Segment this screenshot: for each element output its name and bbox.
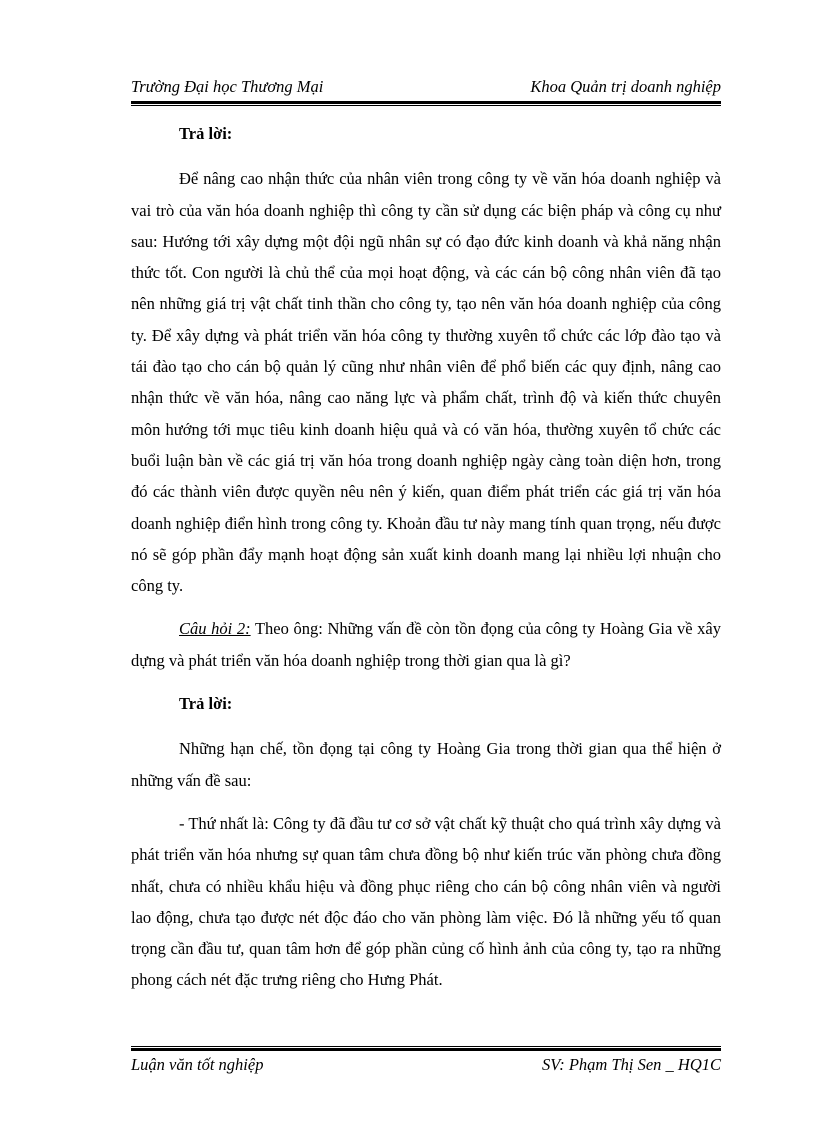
- answer-1-label: Trả lời:: [179, 124, 233, 143]
- page-body: [131, 118, 721, 1008]
- header-divider: [131, 101, 721, 106]
- answer-1-paragraph: Để nâng cao nhận thức của nhân viên trong công ty về văn hóa doanh nghiệp và vai trò của văn hóa doanh nghiệp thì công ty cần sử dụng các biện pháp và công cụ như sau: Hướng tới xây dựng một đội ngũ nhân sự có đạo đức kinh doanh và khả năng nhận thức tốt. Con người là chủ thể của mọi hoạt động, và các cán bộ công nhân viên đã tạo nên những giá trị vật chất tinh thần cho công ty, tạo nên văn hóa doanh nghiệp của công ty. Để xây dựng và phát triển văn hóa công ty thường xuyên tổ chức các lớp đào tạo và tái đào tạo cho cán bộ quản lý cũng như nhân viên để phổ biến các quy định, nâng cao nhận thức về văn hóa, nâng cao năng lực và phẩm chất, trình độ và kiến thức chuyên môn hướng tới mục tiêu kinh doanh hiệu quả và có văn hóa, thường xuyên tổ chức các buổi luận bàn về các giá trị văn hóa trong doanh nghiệp ngày càng toàn diện hơn, trong đó các thành viên được quyền nêu nên ý kiến, quan điểm phát triển các giá trị văn hóa doanh nghiệp điển hình trong công ty. Khoản đầu tư này mang tính quan trọng, nếu được nó sẽ góp phần đẩy mạnh hoạt động sản xuất kinh doanh mang lại nhiều lợi nhuận cho công ty.: [131, 169, 721, 596]
- footer-student-info: SV: Phạm Thị Sen _ HQ1C: [541, 1055, 721, 1074]
- question-2: [131, 613, 721, 676]
- header-school-name: Trường Đại học Thương Mại: [131, 77, 324, 96]
- footer-document-type: Luận văn tốt nghiệp: [131, 1055, 264, 1074]
- footer-divider: [131, 1046, 721, 1051]
- answer-2-intro: Những hạn chế, tồn đọng tại công ty Hoàng Gia trong thời gian qua thể hiện ở những vấn đề sau:: [131, 739, 721, 790]
- page-footer: [131, 1055, 721, 1077]
- page-header: [131, 77, 721, 99]
- header-faculty-name: Khoa Quản trị doanh nghiệp: [530, 77, 721, 96]
- answer-2-point-1: - Thứ nhất là: Công ty đã đầu tư cơ sở vật chất kỹ thuật cho quá trình xây dựng và phát triển văn hóa nhưng sự quan tâm chưa đồng bộ như kiến trúc văn phòng chưa đồng nhất, chưa có nhiều khẩu hiệu và đồng phục riêng cho cán bộ công nhân viên và người lao động, chưa tạo được nét độc đáo cho văn phòng làm việc. Đó lằ những yếu tố quan trọng cần đầu tư, quan tâm hơn để góp phần củng cố hình ảnh của công ty, tạo ra những phong cách nét đặc trưng riêng cho Hưng Phát.: [131, 813, 721, 990]
- question-2-text: Theo ông: Những vấn đề còn tồn đọng của công ty Hoàng Gia về xây dựng và phát triển văn hóa doanh nghiệp trong thời gian qua là gì?: [131, 619, 721, 670]
- question-2-label: Câu hỏi 2:: [179, 619, 251, 639]
- answer-2-label: Trả lời:: [179, 694, 233, 714]
